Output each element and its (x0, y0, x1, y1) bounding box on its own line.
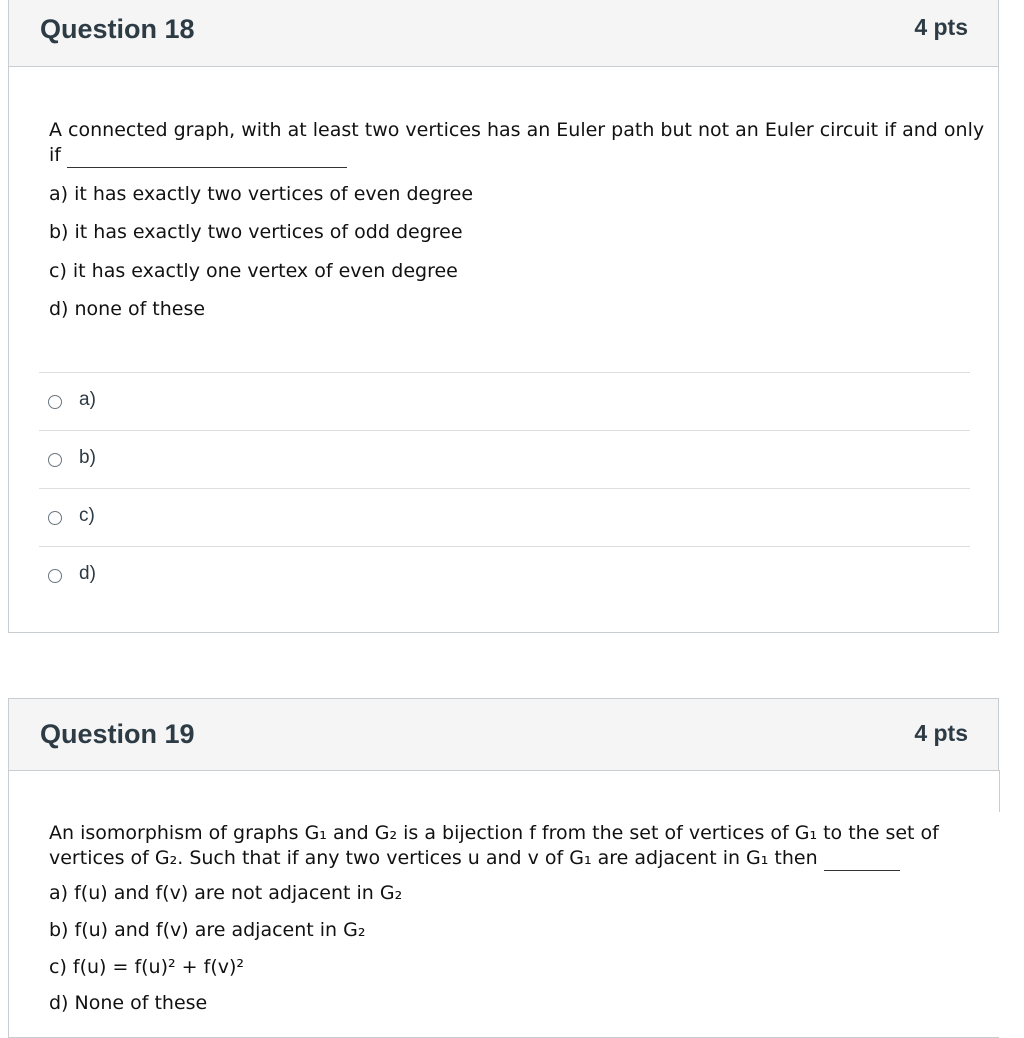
radio-button[interactable] (48, 395, 62, 409)
question-19-card (8, 698, 999, 1038)
option-text-d: d) None of these (49, 992, 208, 1014)
answer-option-a[interactable] (39, 372, 970, 430)
question-18-text (49, 118, 994, 168)
fill-blank (824, 850, 900, 871)
answer-option-c[interactable] (39, 488, 970, 546)
answer-label: a) (79, 389, 96, 410)
question-text: An isomorphism of graphs G₁ and G₂ is a bijection f from the set of vertices of G₁ to the set of vertices of G₂. Such that if any two vertices u and v of G₁ are adjacent in G₁ then (49, 822, 939, 869)
answer-option-b[interactable] (39, 430, 970, 488)
option-text-b: b) f(u) and f(v) are adjacent in G₂ (49, 919, 366, 941)
option-text-c: c) it has exactly one vertex of even degree (49, 260, 458, 282)
question-title: Question 18 (40, 14, 195, 44)
question-title: Question 19 (40, 719, 195, 749)
option-text-c: c) f(u) = f(u)² + f(v)² (49, 956, 245, 978)
radio-button[interactable] (48, 511, 62, 525)
question-18-card (8, 0, 999, 633)
question-18-header (9, 0, 998, 67)
question-text: A connected graph, with at least two vertices has an Euler path but not an Euler circuit if and only if (49, 119, 985, 166)
answer-option-d[interactable] (39, 546, 970, 604)
question-19-text (49, 821, 995, 871)
question-19-header (9, 699, 999, 771)
option-text-a: a) it has exactly two vertices of even degree (49, 183, 474, 205)
option-text-b: b) it has exactly two vertices of odd degree (49, 221, 463, 243)
answer-label: c) (79, 505, 95, 526)
question-points: 4 pts (914, 720, 968, 746)
question-points: 4 pts (914, 14, 968, 40)
answer-list (39, 372, 970, 604)
fill-blank (67, 147, 347, 168)
answer-label: d) (79, 563, 96, 584)
radio-button[interactable] (48, 569, 62, 583)
divider (999, 770, 1000, 812)
answer-label: b) (79, 447, 96, 468)
radio-button[interactable] (48, 453, 62, 467)
option-text-d: d) none of these (49, 298, 206, 320)
option-text-a: a) f(u) and f(v) are not adjacent in G₂ (49, 882, 403, 904)
